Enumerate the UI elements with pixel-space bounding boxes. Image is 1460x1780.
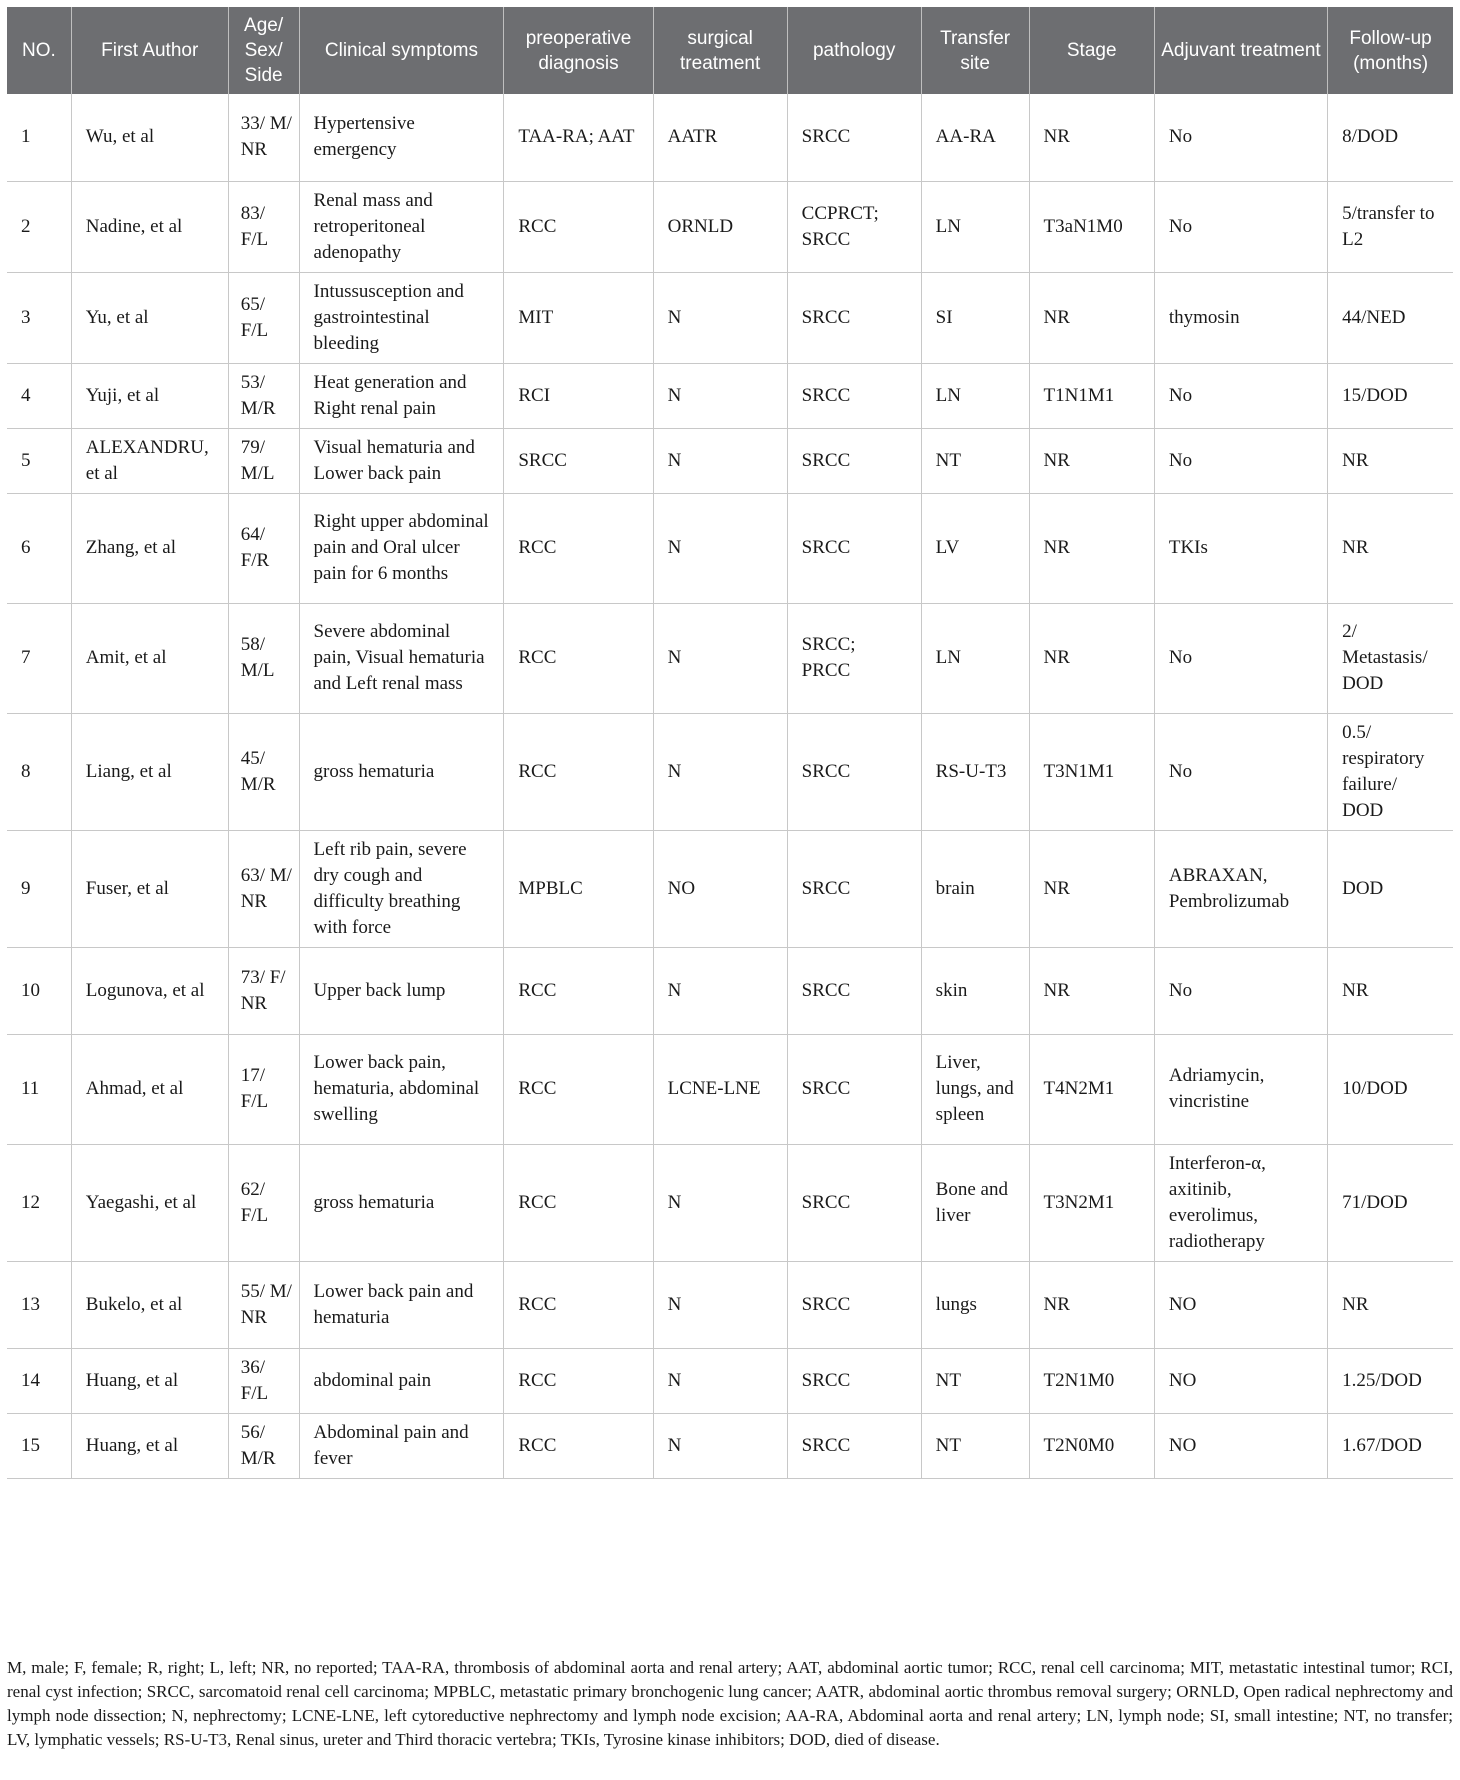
cell-preoperative-diagnosis: RCI <box>504 363 653 428</box>
cell-preoperative-diagnosis: MIT <box>504 272 653 363</box>
cell-no: 4 <box>7 363 71 428</box>
cell-surgical-treatment: N <box>653 493 787 603</box>
cell-clinical-symptoms: Abdominal pain and fever <box>299 1413 504 1478</box>
cell-transfer-site: NT <box>921 1348 1029 1413</box>
cell-age-sex-side: 73/ F/ NR <box>228 947 299 1034</box>
cell-stage: T4N2M1 <box>1029 1034 1154 1144</box>
table-row <box>7 363 1453 428</box>
cell-follow-up: NR <box>1328 428 1453 493</box>
cell-stage: NR <box>1029 1261 1154 1348</box>
cell-no: 9 <box>7 830 71 947</box>
cell-clinical-symptoms: Heat generation and Right renal pain <box>299 363 504 428</box>
cell-transfer-site: lungs <box>921 1261 1029 1348</box>
cell-age-sex-side: 36/ F/L <box>228 1348 299 1413</box>
cell-adjuvant-treatment: No <box>1154 363 1327 428</box>
cell-first-author: Huang, et al <box>71 1413 228 1478</box>
cell-age-sex-side: 62/ F/L <box>228 1144 299 1261</box>
cell-no: 8 <box>7 713 71 830</box>
cell-surgical-treatment: N <box>653 713 787 830</box>
cell-first-author: Huang, et al <box>71 1348 228 1413</box>
cell-stage: T3aN1M0 <box>1029 181 1154 272</box>
cell-pathology: SRCC <box>787 947 921 1034</box>
cell-surgical-treatment: N <box>653 428 787 493</box>
cell-first-author: Yu, et al <box>71 272 228 363</box>
cell-transfer-site: LN <box>921 363 1029 428</box>
header-clinical-symptoms: Clinical symptoms <box>299 7 504 94</box>
table-row <box>7 1144 1453 1261</box>
cell-follow-up: 1.25/DOD <box>1328 1348 1453 1413</box>
cell-age-sex-side: 63/ M/ NR <box>228 830 299 947</box>
cell-follow-up: 1.67/DOD <box>1328 1413 1453 1478</box>
cell-transfer-site: Liver, lungs, and spleen <box>921 1034 1029 1144</box>
cell-no: 15 <box>7 1413 71 1478</box>
cell-preoperative-diagnosis: RCC <box>504 713 653 830</box>
table-row <box>7 428 1453 493</box>
table-row <box>7 713 1453 830</box>
cell-first-author: ALEXANDRU, et al <box>71 428 228 493</box>
table-body <box>7 94 1453 1478</box>
cell-stage: T3N2M1 <box>1029 1144 1154 1261</box>
cell-stage: NR <box>1029 830 1154 947</box>
cell-pathology: SRCC <box>787 493 921 603</box>
cell-pathology: SRCC <box>787 1413 921 1478</box>
cell-pathology: SRCC <box>787 830 921 947</box>
cell-age-sex-side: 65/ F/L <box>228 272 299 363</box>
cell-surgical-treatment: N <box>653 363 787 428</box>
table-row <box>7 1413 1453 1478</box>
cell-clinical-symptoms: Intussusception and gastrointestinal bleeding <box>299 272 504 363</box>
header-first-author: First Author <box>71 7 228 94</box>
cell-first-author: Zhang, et al <box>71 493 228 603</box>
cell-stage: NR <box>1029 493 1154 603</box>
cell-follow-up: 8/DOD <box>1328 94 1453 181</box>
cell-stage: T2N1M0 <box>1029 1348 1154 1413</box>
cell-age-sex-side: 17/ F/L <box>228 1034 299 1144</box>
cell-first-author: Logunova, et al <box>71 947 228 1034</box>
cell-clinical-symptoms: Right upper abdominal pain and Oral ulcer pain for 6 months <box>299 493 504 603</box>
cell-no: 7 <box>7 603 71 713</box>
cell-clinical-symptoms: Left rib pain, severe dry cough and difficulty breathing with force <box>299 830 504 947</box>
cell-age-sex-side: 53/ M/R <box>228 363 299 428</box>
cell-no: 2 <box>7 181 71 272</box>
cell-adjuvant-treatment: TKIs <box>1154 493 1327 603</box>
cell-first-author: Wu, et al <box>71 94 228 181</box>
cell-age-sex-side: 55/ M/ NR <box>228 1261 299 1348</box>
cell-preoperative-diagnosis: RCC <box>504 947 653 1034</box>
cell-transfer-site: RS-U-T3 <box>921 713 1029 830</box>
cell-no: 14 <box>7 1348 71 1413</box>
cell-pathology: SRCC <box>787 1144 921 1261</box>
cell-no: 6 <box>7 493 71 603</box>
cell-stage: NR <box>1029 272 1154 363</box>
cell-no: 11 <box>7 1034 71 1144</box>
cell-adjuvant-treatment: No <box>1154 428 1327 493</box>
cell-pathology: SRCC <box>787 272 921 363</box>
cell-preoperative-diagnosis: RCC <box>504 181 653 272</box>
cell-age-sex-side: 58/ M/L <box>228 603 299 713</box>
cell-clinical-symptoms: Renal mass and retroperitoneal adenopathy <box>299 181 504 272</box>
cell-first-author: Yaegashi, et al <box>71 1144 228 1261</box>
table-row <box>7 830 1453 947</box>
cell-surgical-treatment: N <box>653 1348 787 1413</box>
cell-surgical-treatment: N <box>653 1144 787 1261</box>
cell-clinical-symptoms: Visual hematuria and Lower back pain <box>299 428 504 493</box>
cell-adjuvant-treatment: No <box>1154 713 1327 830</box>
cell-preoperative-diagnosis: RCC <box>504 1034 653 1144</box>
table-row <box>7 1261 1453 1348</box>
cell-follow-up: NR <box>1328 1261 1453 1348</box>
cell-transfer-site: Bone and liver <box>921 1144 1029 1261</box>
cell-stage: T3N1M1 <box>1029 713 1154 830</box>
cell-stage: NR <box>1029 428 1154 493</box>
cell-adjuvant-treatment: No <box>1154 94 1327 181</box>
cell-clinical-symptoms: Upper back lump <box>299 947 504 1034</box>
header-no: NO. <box>7 7 71 94</box>
cell-stage: NR <box>1029 947 1154 1034</box>
cell-surgical-treatment: ORNLD <box>653 181 787 272</box>
table-row <box>7 947 1453 1034</box>
table-row <box>7 1034 1453 1144</box>
cell-transfer-site: LN <box>921 181 1029 272</box>
cell-preoperative-diagnosis: RCC <box>504 1413 653 1478</box>
cell-transfer-site: brain <box>921 830 1029 947</box>
cell-pathology: SRCC <box>787 1034 921 1144</box>
cell-pathology: SRCC <box>787 428 921 493</box>
cell-adjuvant-treatment: No <box>1154 947 1327 1034</box>
cell-transfer-site: NT <box>921 1413 1029 1478</box>
table-row <box>7 181 1453 272</box>
cell-stage: T1N1M1 <box>1029 363 1154 428</box>
cell-no: 5 <box>7 428 71 493</box>
cell-follow-up: 44/NED <box>1328 272 1453 363</box>
cell-clinical-symptoms: Lower back pain and hematuria <box>299 1261 504 1348</box>
cell-age-sex-side: 79/ M/L <box>228 428 299 493</box>
header-transfer-site: Transfer site <box>921 7 1029 94</box>
table-row <box>7 94 1453 181</box>
cell-stage: NR <box>1029 94 1154 181</box>
cell-follow-up: 71/DOD <box>1328 1144 1453 1261</box>
cell-follow-up: NR <box>1328 493 1453 603</box>
cell-clinical-symptoms: Severe abdominal pain, Visual hematuria and Left renal mass <box>299 603 504 713</box>
cell-surgical-treatment: N <box>653 1261 787 1348</box>
cell-first-author: Ahmad, et al <box>71 1034 228 1144</box>
cell-clinical-symptoms: Hypertensive emergency <box>299 94 504 181</box>
cell-first-author: Fuser, et al <box>71 830 228 947</box>
cell-surgical-treatment: NO <box>653 830 787 947</box>
cell-no: 1 <box>7 94 71 181</box>
cell-surgical-treatment: N <box>653 272 787 363</box>
cell-first-author: Bukelo, et al <box>71 1261 228 1348</box>
table-row <box>7 272 1453 363</box>
cell-preoperative-diagnosis: TAA-RA; AAT <box>504 94 653 181</box>
cell-transfer-site: AA-RA <box>921 94 1029 181</box>
table-row <box>7 1348 1453 1413</box>
cell-adjuvant-treatment: NO <box>1154 1348 1327 1413</box>
cell-preoperative-diagnosis: RCC <box>504 1144 653 1261</box>
cell-surgical-treatment: AATR <box>653 94 787 181</box>
cell-no: 13 <box>7 1261 71 1348</box>
table-row <box>7 603 1453 713</box>
cell-clinical-symptoms: abdominal pain <box>299 1348 504 1413</box>
case-table <box>7 7 1453 1479</box>
cell-preoperative-diagnosis: SRCC <box>504 428 653 493</box>
cell-adjuvant-treatment: NO <box>1154 1413 1327 1478</box>
cell-no: 12 <box>7 1144 71 1261</box>
cell-follow-up: 2/ Metastasis/ DOD <box>1328 603 1453 713</box>
cell-transfer-site: LV <box>921 493 1029 603</box>
header-adjuvant-treatment: Adjuvant treatment <box>1154 7 1327 94</box>
cell-pathology: SRCC <box>787 1261 921 1348</box>
cell-age-sex-side: 56/ M/R <box>228 1413 299 1478</box>
cell-adjuvant-treatment: Interferon-α, axitinib, everolimus, radiotherapy <box>1154 1144 1327 1261</box>
cell-stage: NR <box>1029 603 1154 713</box>
table-row <box>7 493 1453 603</box>
cell-no: 3 <box>7 272 71 363</box>
cell-age-sex-side: 45/ M/R <box>228 713 299 830</box>
cell-surgical-treatment: N <box>653 603 787 713</box>
cell-preoperative-diagnosis: RCC <box>504 493 653 603</box>
cell-age-sex-side: 83/ F/L <box>228 181 299 272</box>
cell-preoperative-diagnosis: RCC <box>504 1348 653 1413</box>
header-pathology: pathology <box>787 7 921 94</box>
cell-follow-up: DOD <box>1328 830 1453 947</box>
cell-adjuvant-treatment: No <box>1154 181 1327 272</box>
cell-adjuvant-treatment: NO <box>1154 1261 1327 1348</box>
cell-pathology: CCPRCT; SRCC <box>787 181 921 272</box>
cell-adjuvant-treatment: Adriamycin, vincristine <box>1154 1034 1327 1144</box>
cell-preoperative-diagnosis: MPBLC <box>504 830 653 947</box>
cell-no: 10 <box>7 947 71 1034</box>
header-stage: Stage <box>1029 7 1154 94</box>
table-header <box>7 7 1453 94</box>
cell-follow-up: 5/transfer to L2 <box>1328 181 1453 272</box>
cell-age-sex-side: 64/ F/R <box>228 493 299 603</box>
cell-age-sex-side: 33/ M/ NR <box>228 94 299 181</box>
cell-clinical-symptoms: gross hematuria <box>299 713 504 830</box>
header-age-sex-side: Age/ Sex/ Side <box>228 7 299 94</box>
cell-surgical-treatment: N <box>653 947 787 1034</box>
header-surgical-treatment: surgical treatment <box>653 7 787 94</box>
cell-follow-up: NR <box>1328 947 1453 1034</box>
cell-pathology: SRCC; PRCC <box>787 603 921 713</box>
cell-transfer-site: LN <box>921 603 1029 713</box>
cell-first-author: Nadine, et al <box>71 181 228 272</box>
cell-transfer-site: skin <box>921 947 1029 1034</box>
cell-adjuvant-treatment: ABRAXAN, Pembrolizumab <box>1154 830 1327 947</box>
cell-clinical-symptoms: gross hematuria <box>299 1144 504 1261</box>
cell-transfer-site: NT <box>921 428 1029 493</box>
cell-stage: T2N0M0 <box>1029 1413 1154 1478</box>
cell-preoperative-diagnosis: RCC <box>504 1261 653 1348</box>
cell-preoperative-diagnosis: RCC <box>504 603 653 713</box>
cell-pathology: SRCC <box>787 94 921 181</box>
table-footnote: M, male; F, female; R, right; L, left; NR, no reported; TAA-RA, thrombosis of abdominal aorta and renal artery; AAT, abdominal aortic tumor; RCC, renal cell carcinoma; MIT, metastatic intestinal tumor; RCI, renal cyst infection; SRCC, sarcomatoid renal cell carcinoma; MPBLC, metastatic primary bronchogenic lung cancer; AATR, abdominal aortic thrombus removal surgery; ORNLD, Open radical nephrectomy and lymph node dissection; N, nephrectomy; LCNE-LNE, left cytoreductive nephrectomy and lymph node excision; AA-RA, Abdominal aorta and renal artery; LN, lymph node; SI, small intestine; NT, no transfer; LV, lymphatic vessels; RS-U-T3, Renal sinus, ureter and Third thoracic vertebra; TKIs, Tyrosine kinase inhibitors; DOD, died of disease. <box>7 1658 1453 1749</box>
cell-adjuvant-treatment: thymosin <box>1154 272 1327 363</box>
cell-transfer-site: SI <box>921 272 1029 363</box>
header-follow-up: Follow-up (months) <box>1328 7 1453 94</box>
cell-first-author: Liang, et al <box>71 713 228 830</box>
cell-pathology: SRCC <box>787 713 921 830</box>
cell-first-author: Yuji, et al <box>71 363 228 428</box>
header-row <box>7 7 1453 94</box>
cell-pathology: SRCC <box>787 1348 921 1413</box>
cell-adjuvant-treatment: No <box>1154 603 1327 713</box>
cell-follow-up: 15/DOD <box>1328 363 1453 428</box>
case-table-container <box>7 7 1453 1479</box>
cell-first-author: Amit, et al <box>71 603 228 713</box>
cell-clinical-symptoms: Lower back pain, hematuria, abdominal swelling <box>299 1034 504 1144</box>
cell-surgical-treatment: N <box>653 1413 787 1478</box>
cell-follow-up: 0.5/ respiratory failure/ DOD <box>1328 713 1453 830</box>
cell-pathology: SRCC <box>787 363 921 428</box>
cell-surgical-treatment: LCNE-LNE <box>653 1034 787 1144</box>
header-preoperative-diagnosis: preoperative diagnosis <box>504 7 653 94</box>
cell-follow-up: 10/DOD <box>1328 1034 1453 1144</box>
